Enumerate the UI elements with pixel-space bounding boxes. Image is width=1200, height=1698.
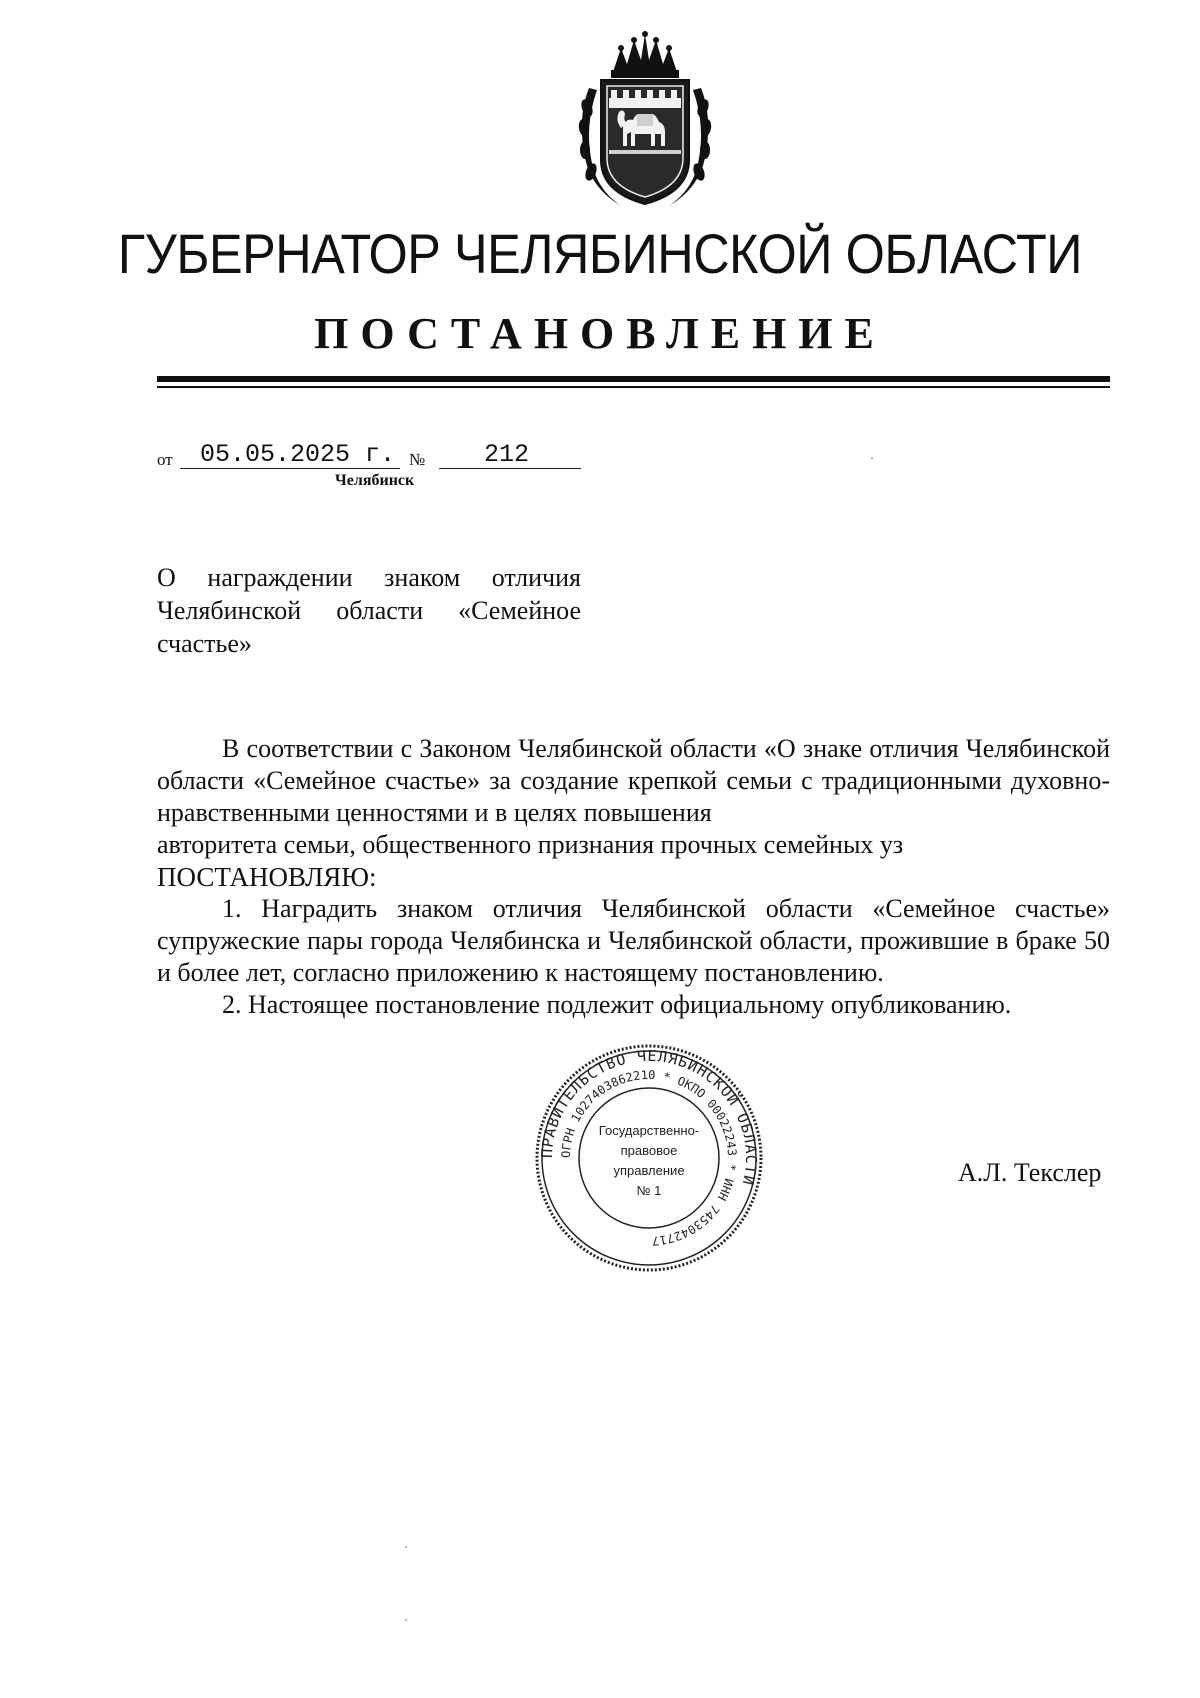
number-field [439, 442, 581, 469]
decree-item-2: 2. Настоящее постановление подлежит официальному опубликованию. [222, 990, 1012, 1019]
issuing-authority: ГУБЕРНАТОР ЧЕЛЯБИНСКОЙ ОБЛАСТИ [117, 222, 1083, 285]
seal-center-line-2: правовое [620, 1143, 678, 1158]
scan-speck [405, 1619, 407, 1621]
date-field [180, 442, 400, 469]
seal-inner-text: ОГРН 1027403862210 * ОКПО 00022243 * ИНН 7453042717 [558, 1067, 740, 1249]
decree-item-1: 1. Наградить знаком отличия Челябинской области «Семейное счастье» супружеские пары города Челябинска и Челябинской области, прожившие в браке 50 и более лет, согласно приложению к настоящему постановлению. [157, 894, 1110, 987]
seal-center-line-4: № 1 [636, 1183, 662, 1198]
seal-center-line-3: управление [613, 1163, 685, 1178]
header-rule-thin [157, 386, 1110, 388]
registration-row [157, 442, 607, 472]
document-body [157, 733, 1110, 1021]
seal-outer-text: ПРАВИТЕЛЬСТВО ЧЕЛЯБИНСКОЙ ОБЛАСТИ [537, 1046, 761, 1188]
scan-speck [871, 457, 873, 459]
preamble-paragraph: В соответствии с Законом Челябинской области «О знаке отличия Челябинской области «Семейное счастье» за создание крепкой семьи с традиционными духовно-нравственными ценностями и в целях повышения [157, 734, 1110, 827]
coat-of-arms-icon [571, 28, 719, 212]
date-prefix: от [157, 450, 173, 469]
document-subject [157, 561, 581, 660]
number-prefix: № [409, 450, 426, 469]
document-type: ПОСТАНОВЛЕНИЕ [314, 309, 886, 358]
document-number: 212 [484, 440, 530, 469]
header-rule-thick [157, 376, 1110, 382]
official-seal-stamp [534, 1043, 764, 1273]
decree-word: ПОСТАНОВЛЯЮ: [157, 862, 377, 892]
subject-line-1: О награждении знаком отличия Челябинской области «Семейное [157, 563, 581, 625]
signatory-name: А.Л. Текслер [958, 1158, 1102, 1187]
preamble-last-line: авторитета семьи, общественного признания прочных семейных уз [157, 830, 904, 859]
subject-line-2: счастье» [157, 629, 252, 658]
seal-center-line-1: Государственно- [598, 1123, 700, 1138]
issue-city: Челябинск [335, 472, 415, 489]
document-date: 05.05.2025 г. [200, 440, 396, 469]
scan-speck [405, 1546, 407, 1548]
